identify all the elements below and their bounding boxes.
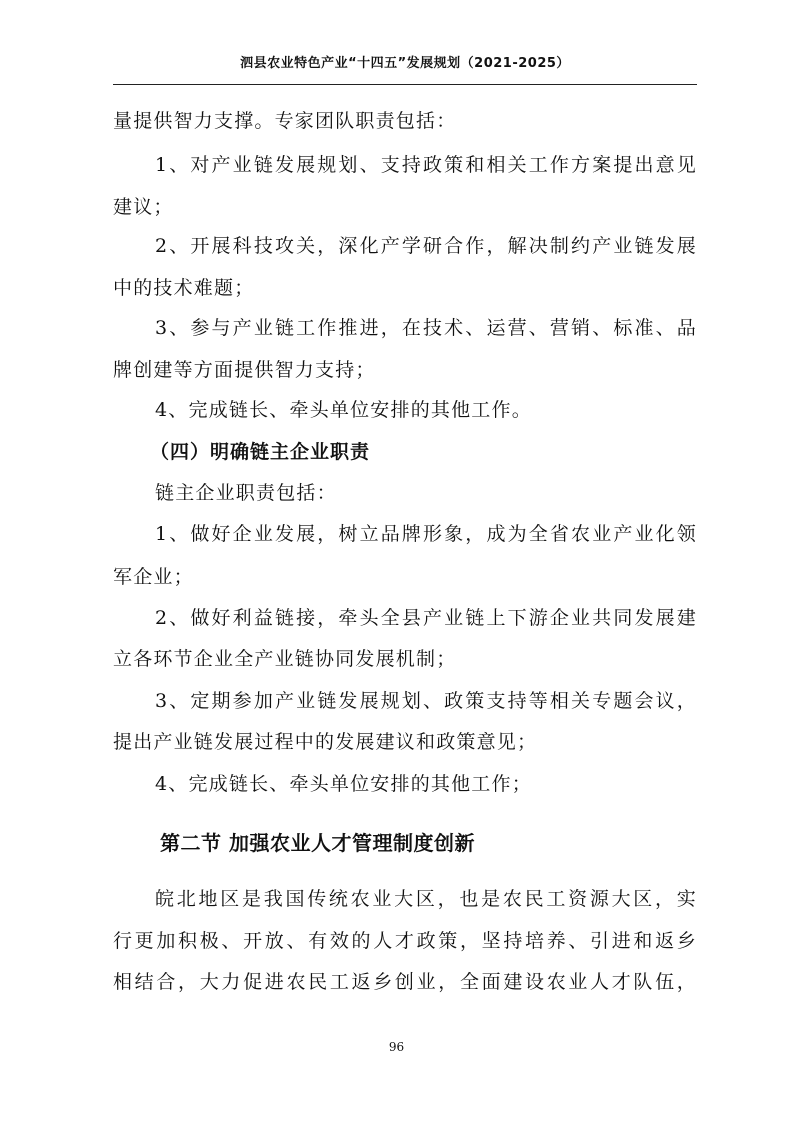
chain-item-1-line-b: 军企业； xyxy=(113,566,194,588)
expert-item-4-line: 4、完成链长、牵头单位安排的其他工作。 xyxy=(155,399,532,421)
expert-item-2-line-b: 中的技术难题； xyxy=(113,277,255,299)
chain-item-4-line: 4、完成链长、牵头单位安排的其他工作； xyxy=(155,773,532,795)
section-2-heading: 第二节 加强农业人才管理制度创新 xyxy=(160,831,475,855)
expert-item-1-line-a: 1、对产业链发展规划、支持政策和相关工作方案提出意见 xyxy=(155,154,697,176)
header-divider xyxy=(113,84,697,85)
running-header-title: 泗县农业特色产业“十四五”发展规划（2021-2025） xyxy=(240,56,570,71)
expert-item-1-line-b: 建议； xyxy=(113,196,174,218)
paragraph-line-2: 行更加积极、开放、有效的人才政策，坚持培养、引进和返乡 xyxy=(113,930,697,952)
page-number: 96 xyxy=(388,1040,405,1054)
subsection-4-heading: （四）明确链主企业职责 xyxy=(150,441,371,463)
paragraph-line-3: 相结合，大力促进农民工返乡创业，全面建设农业人才队伍， xyxy=(113,971,697,993)
chain-item-2-line-b: 立各环节企业全产业链协同发展机制； xyxy=(113,648,457,670)
expert-intro-line: 量提供智力支撑。专家团队职责包括： xyxy=(113,110,457,132)
paragraph-line-1: 皖北地区是我国传统农业大区，也是农民工资源大区，实 xyxy=(155,888,697,910)
chain-item-1-line-a: 1、做好企业发展，树立品牌形象，成为全省农业产业化领 xyxy=(155,523,697,545)
expert-item-3-line-b: 牌创建等方面提供智力支持； xyxy=(113,359,376,381)
chain-item-3-line-a: 3、定期参加产业链发展规划、政策支持等相关专题会议， xyxy=(155,690,697,712)
expert-item-3-line-a: 3、参与产业链工作推进，在技术、运营、营销、标准、品 xyxy=(155,317,697,339)
chain-intro-line: 链主企业职责包括： xyxy=(155,482,337,504)
expert-item-2-line-a: 2、开展科技攻关，深化产学研合作，解决制约产业链发展 xyxy=(155,235,697,257)
chain-item-2-line-a: 2、做好利益链接，牵头全县产业链上下游企业共同发展建 xyxy=(155,607,697,629)
chain-item-3-line-b: 提出产业链发展过程中的发展建议和政策意见； xyxy=(113,731,538,753)
